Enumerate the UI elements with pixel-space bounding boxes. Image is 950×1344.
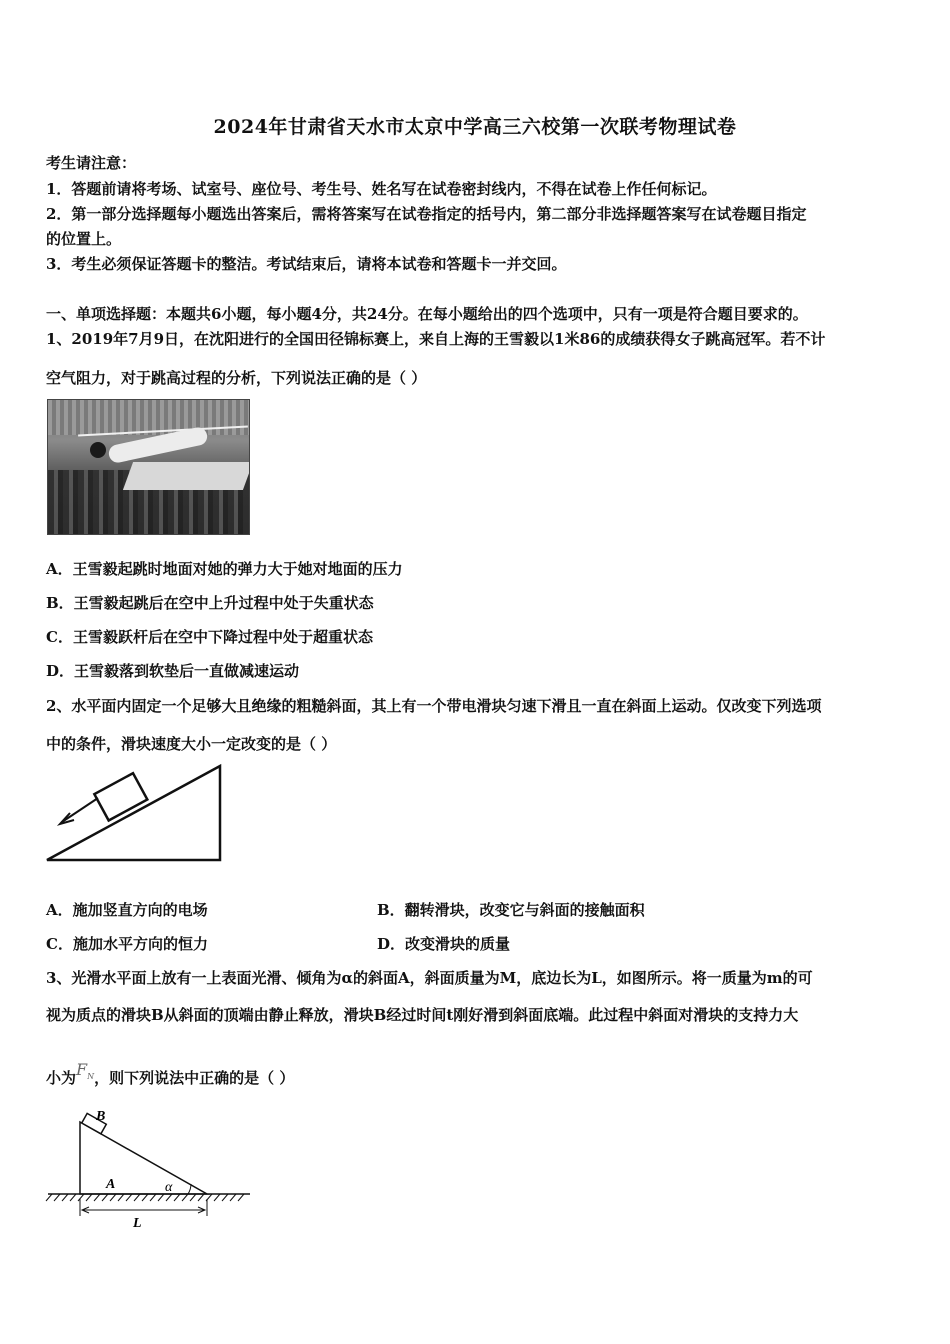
ground-hatch [46,1194,244,1201]
velocity-arrow [62,798,98,822]
question-3-line3-post: ，则下列说法中正确的是（ ） [94,1069,295,1087]
page-title: 2024年甘肃省天水市太京中学高三六校第一次联考物理试卷 [213,116,737,138]
question-1-option-a: A．王雪毅起跳时地面对她的弹力大于她对地面的压力 [46,560,403,578]
notice-item-3: 3．考生必须保证答题卡的整洁。考试结束后，请将本试卷和答题卡一并交回。 [46,255,567,273]
section-heading: 一、单项选择题：本题共6小题，每小题4分，共24分。在每小题给出的四个选项中，只有一项是符合题目要求的。 [46,305,808,323]
question-1-option-b: B．王雪毅起跳后在空中上升过程中处于失重状态 [46,594,374,612]
label-b: B [96,1109,106,1124]
question-3-stem-line1: 3、光滑水平面上放有一上表面光滑、倾角为α的斜面A，斜面质量为M，底边长为L，如图所示。将一质量为m的可 [46,969,813,987]
question-2-stem-line1: 2、水平面内固定一个足够大且绝缘的粗糙斜面，其上有一个带电滑块匀速下滑且一直在斜面上运动。仅改变下列选项 [46,697,822,715]
incline-diagram-q2 [40,760,230,870]
question-2-option-b: B．翻转滑块，改变它与斜面的接触面积 [377,901,645,919]
question-1-stem-line2: 空气阻力，对于跳高过程的分析，下列说法正确的是（ ） [46,369,427,387]
notice-item-1: 1．答题前请将考场、试室号、座位号、考生号、姓名写在试卷密封线内，不得在试卷上作任何标记。 [46,180,717,198]
support-force-symbol: $F_N$ [76,1060,95,1082]
question-2-option-a: A．施加竖直方向的电场 [46,901,208,919]
question-2-stem-line2: 中的条件，滑块速度大小一定改变的是（ ） [46,735,337,753]
label-alpha: α [165,1180,173,1195]
question-3-stem-line2: 视为质点的滑块B从斜面的顶端由静止释放，滑块B经过时间t刚好滑到斜面底端。此过程中斜面对滑块的支持力大 [46,1006,799,1024]
notice-heading: 考生请注意： [46,154,137,172]
question-3-stem-line3 [46,1060,295,1089]
question-2-option-d: D．改变滑块的质量 [377,935,511,953]
notice-item-2: 2．第一部分选择题每小题选出答案后，需将答案写在试卷指定的括号内，第二部分非选择题答案写在试卷题目指定 [46,205,807,223]
label-a: A [106,1177,116,1192]
incline-diagram-q3 [44,1104,254,1232]
high-jump-photo [47,399,250,535]
label-l: L [133,1216,142,1231]
question-2-option-c: C．施加水平方向的恒力 [46,935,208,953]
slider-block [94,773,147,820]
question-1-option-c: C．王雪毅跃杆后在空中下降过程中处于超重状态 [46,628,373,646]
question-1-option-d: D．王雪毅落到软垫后一直做减速运动 [46,662,300,680]
notice-item-2-cont: 的位置上。 [46,230,122,248]
question-3-line3-pre: 小为 [46,1069,77,1087]
angle-arc [188,1184,191,1194]
question-1-stem-line1: 1、2019年7月9日，在沈阳进行的全国田径锦标赛上，来自上海的王雪毅以1米86的成绩获得女子跳高冠军。若不计 [46,330,826,348]
